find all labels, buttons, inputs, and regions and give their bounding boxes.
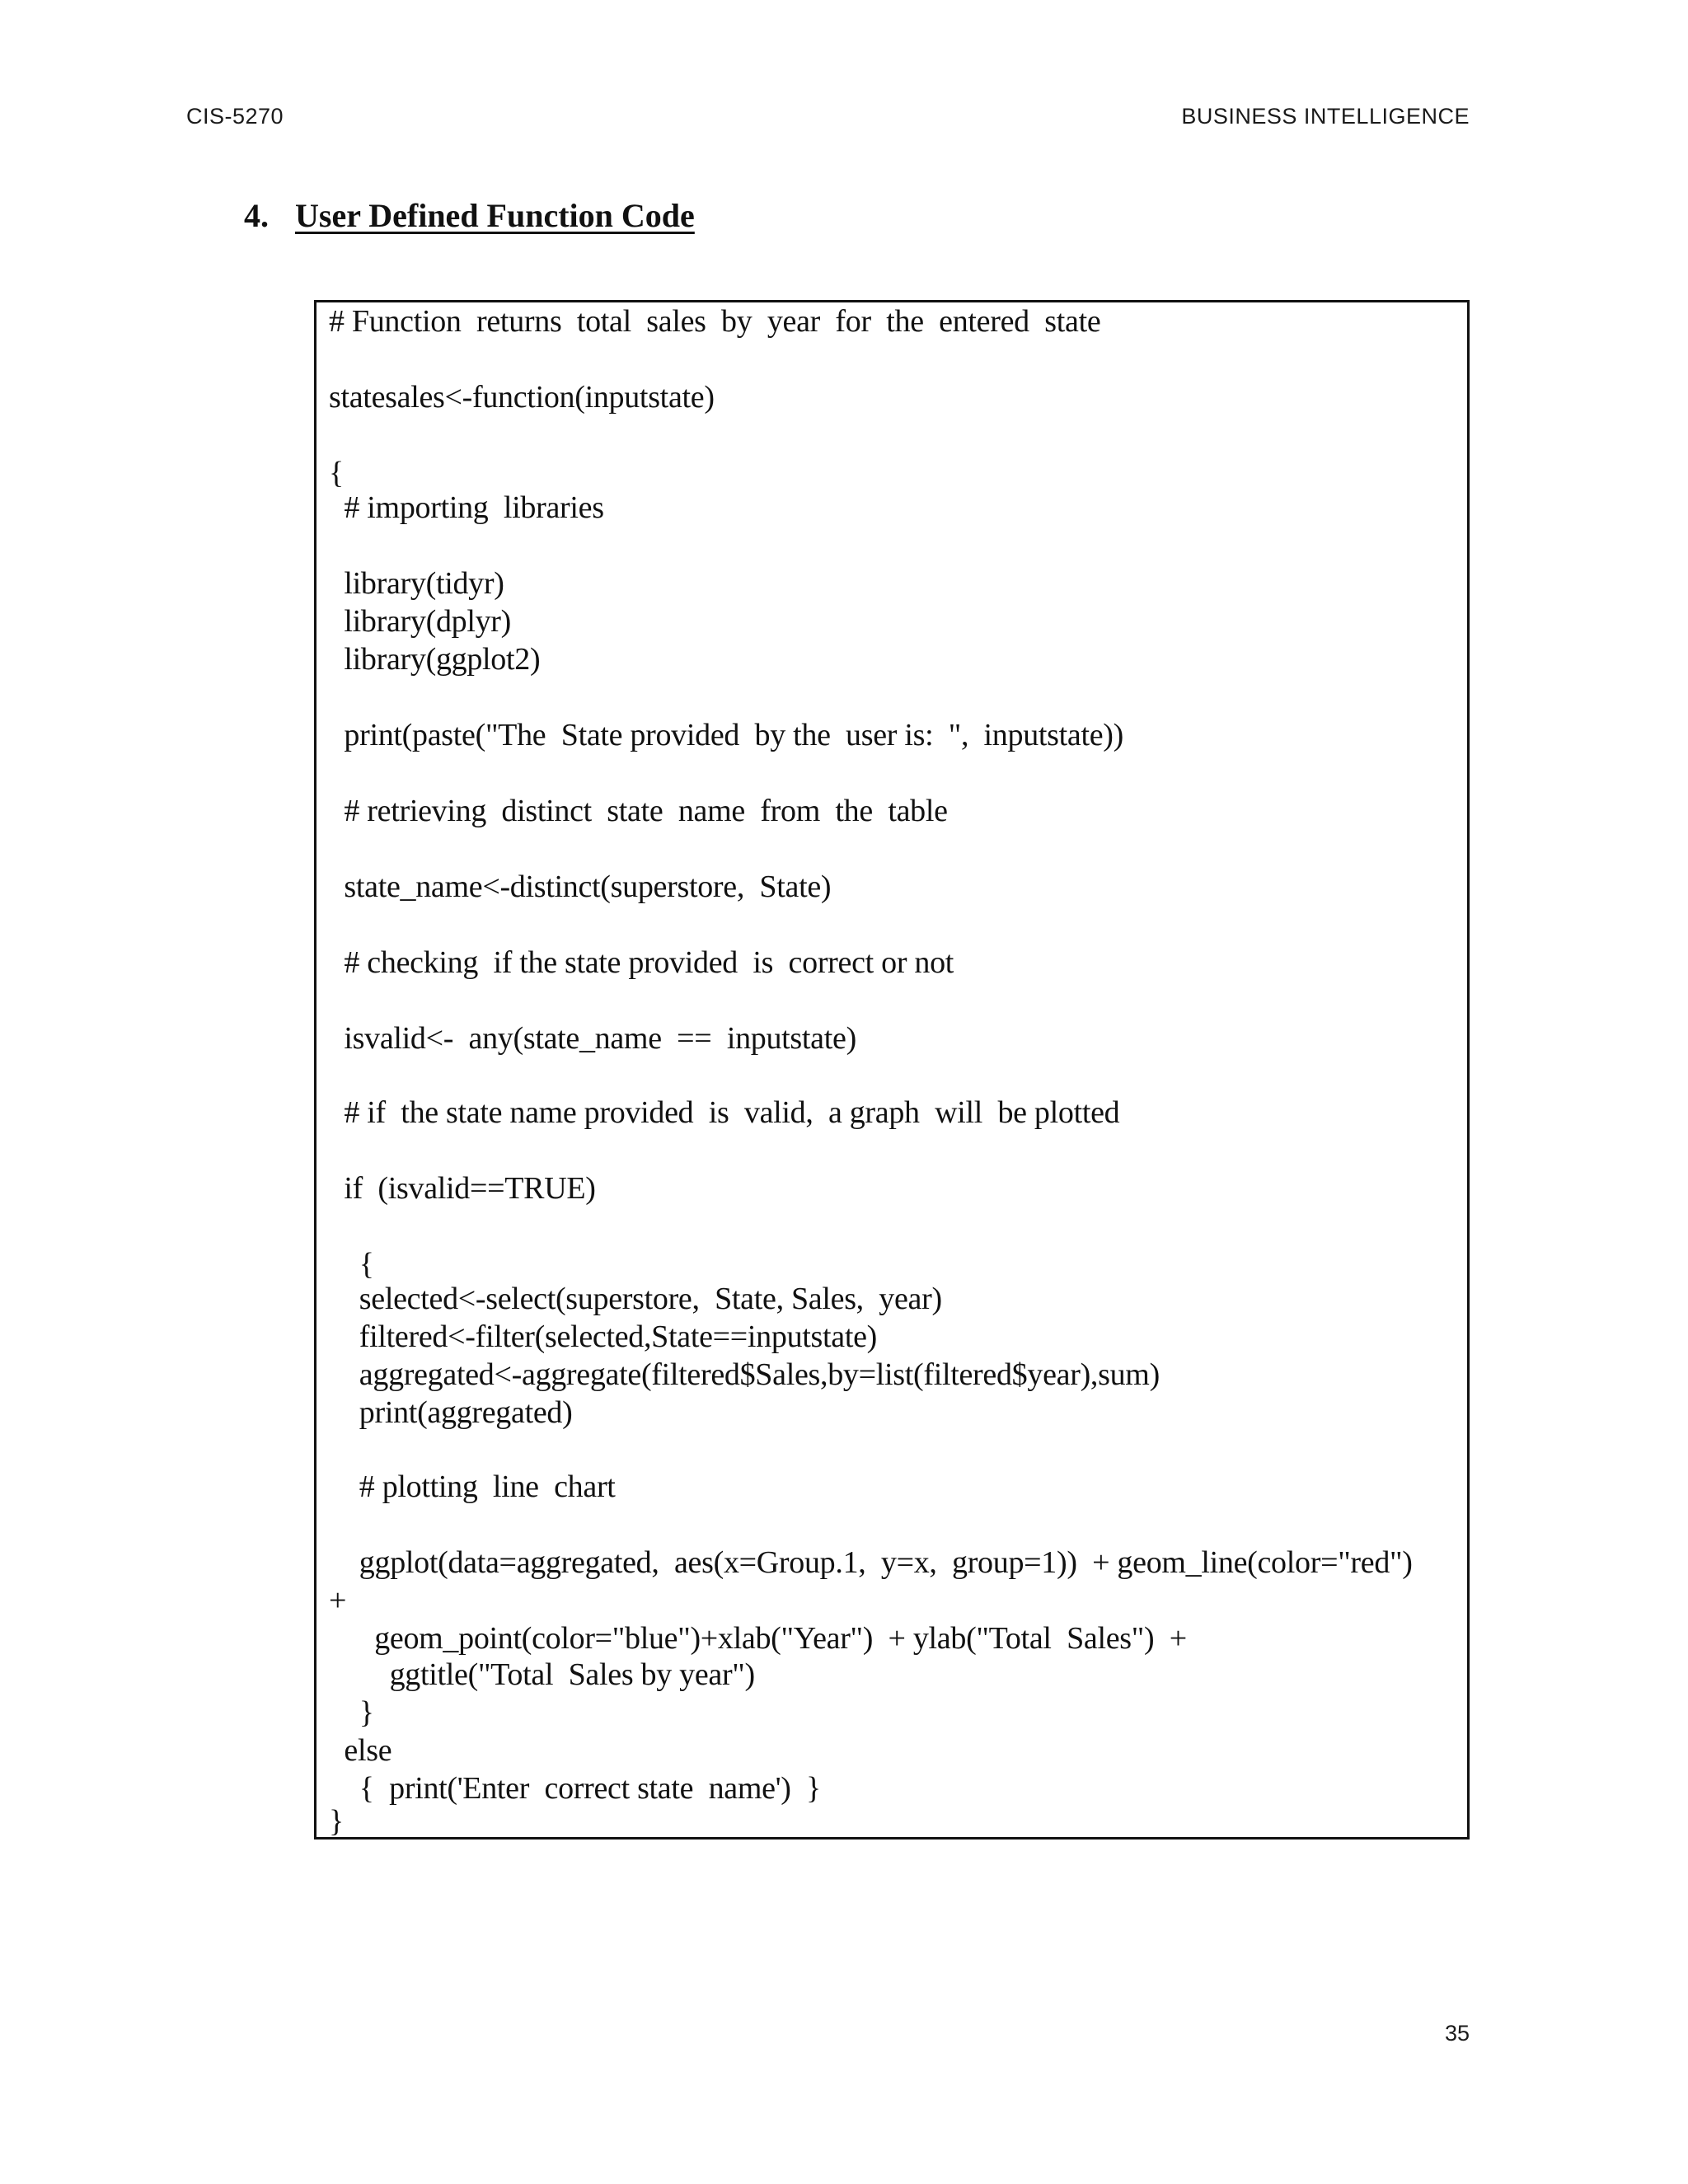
code-line: print(paste("The State provided by the user is: ", inputstate)): [329, 718, 1124, 752]
code-line: isvalid<- any(state_name == inputstate): [329, 1021, 856, 1056]
code-line: ggtitle("Total Sales by year"): [329, 1657, 755, 1692]
code-line: state_name<-distinct(superstore, State): [329, 869, 832, 904]
code-line: # checking if the state provided is correct or not: [329, 945, 954, 980]
code-line: selected<-select(superstore, State, Sales, year): [329, 1282, 942, 1316]
code-line: library(ggplot2): [329, 642, 541, 677]
code-line: else: [329, 1733, 392, 1768]
code-line: library(tidyr): [329, 566, 504, 601]
code-line: statesales<-function(inputstate): [329, 380, 715, 415]
code-line: geom_point(color="blue")+xlab("Year") + ylab("Total Sales") +: [329, 1621, 1187, 1656]
header-course-title: BUSINESS INTELLIGENCE: [1181, 104, 1470, 129]
code-line: # Function returns total sales by year for the entered state: [329, 304, 1101, 339]
section-title: User Defined Function Code: [295, 197, 695, 234]
code-line: }: [329, 1695, 374, 1730]
header-course-code: CIS-5270: [186, 104, 284, 129]
code-line: library(dplyr): [329, 604, 512, 639]
code-line: if (isvalid==TRUE): [329, 1171, 596, 1206]
section-heading: [244, 196, 695, 236]
code-line: +: [329, 1583, 347, 1618]
code-line: {: [329, 1247, 374, 1282]
code-line: print(aggregated): [329, 1395, 573, 1430]
code-line: filtered<-filter(selected,State==inputstate): [329, 1319, 878, 1354]
code-line: {: [329, 456, 344, 490]
code-line: ggplot(data=aggregated, aes(x=Group.1, y=x, group=1)) + geom_line(color="red"): [329, 1545, 1413, 1580]
code-block: [314, 300, 1470, 1840]
code-line: # if the state name provided is valid, a graph will be plotted: [329, 1095, 1120, 1130]
code-line: # plotting line chart: [329, 1469, 616, 1504]
code-line: { print('Enter correct state name') }: [329, 1771, 821, 1806]
code-line: # retrieving distinct state name from the table: [329, 794, 948, 828]
page-number: 35: [1444, 2021, 1470, 2046]
code-line: }: [329, 1804, 344, 1839]
code-line: aggregated<-aggregate(filtered$Sales,by=list(filtered$year),sum): [329, 1357, 1160, 1392]
section-number: 4.: [244, 197, 269, 234]
code-line: # importing libraries: [329, 490, 604, 525]
